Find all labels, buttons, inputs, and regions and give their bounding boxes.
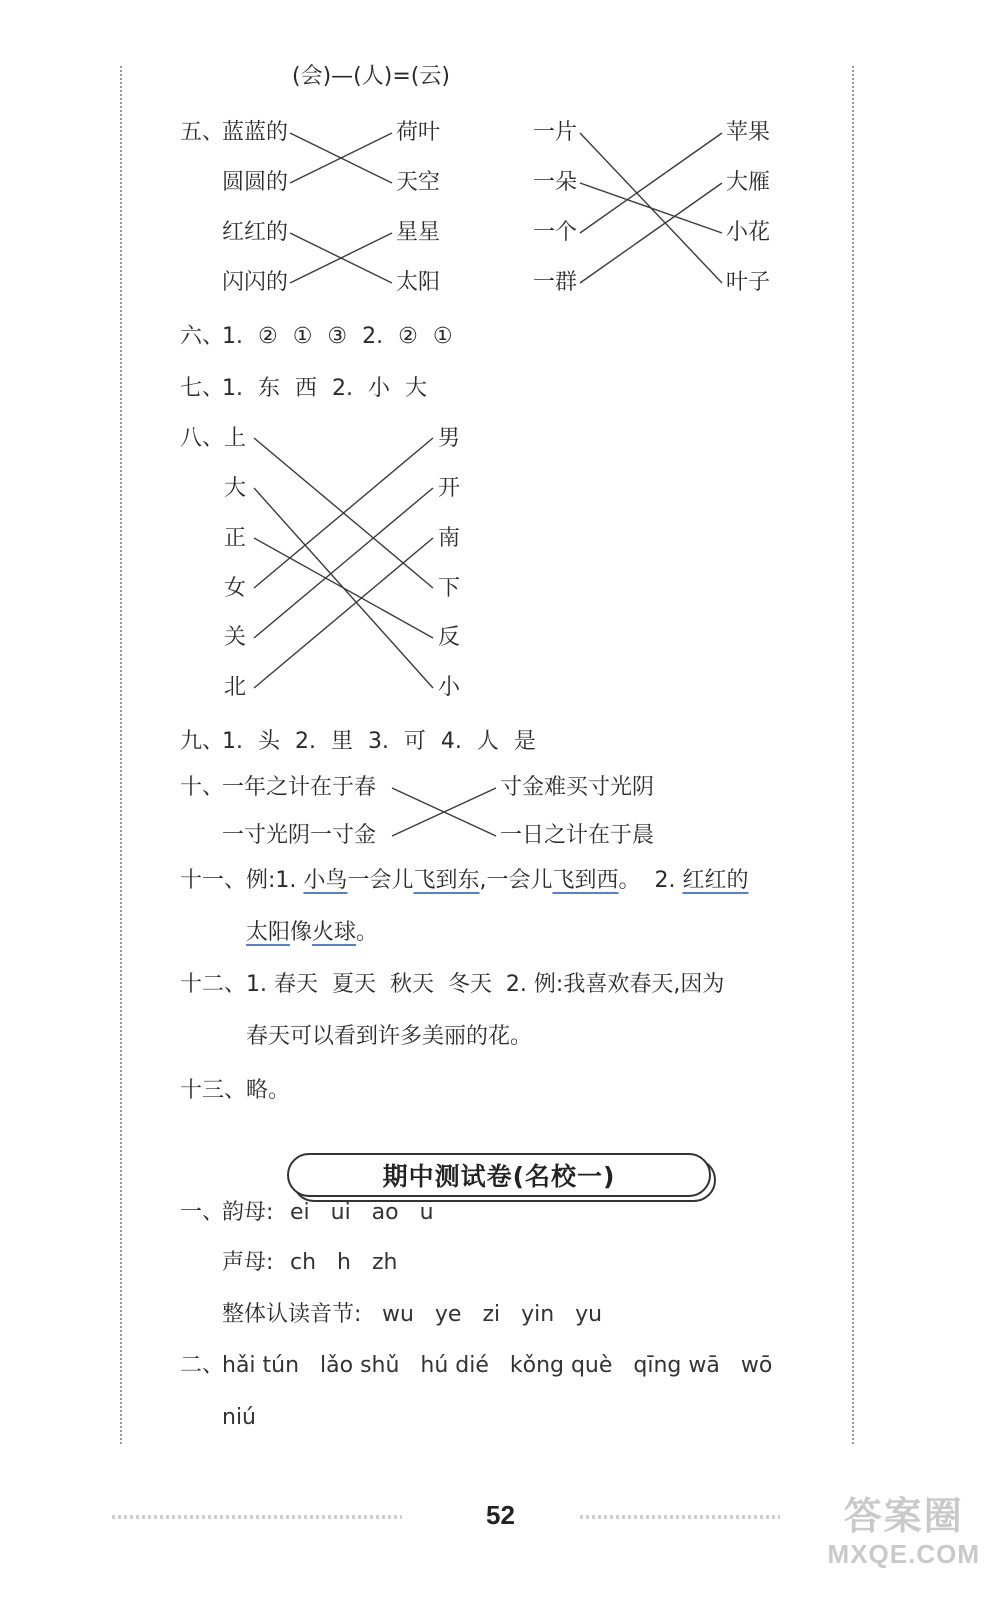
q5-right-a-2: 天空: [396, 170, 441, 195]
q5-left-b-4: 一群: [533, 270, 578, 295]
q11-adj: 红红的: [682, 868, 749, 893]
q5-left-a-3: 红红的: [222, 220, 289, 245]
s1-yunmu-label: 韵母:: [222, 1200, 274, 1225]
q11-label: 十一、: [180, 868, 247, 893]
s2-label: 二、: [180, 1353, 225, 1378]
s1-zhengti: wu ye zi yin yu: [382, 1302, 603, 1327]
page-number: 52: [486, 1500, 515, 1530]
q12-line2: 春天可以看到许多美丽的花。: [246, 1024, 533, 1049]
q5-right-b-4: 叶子: [726, 270, 771, 295]
q10-left-1: 一年之计在于春: [222, 775, 377, 800]
s2-pinyin-line1: hǎi tún lǎo shǔ hú dié kǒng què qīng wā wō: [222, 1353, 773, 1378]
footer-print-noise-right: [580, 1515, 780, 1519]
q8-label: 八、: [180, 426, 225, 451]
q5-right-b-1: 苹果: [726, 120, 771, 145]
q9-label: 九、: [180, 729, 225, 754]
footer-print-noise-left: [112, 1515, 402, 1519]
q8-line-close-open: [254, 488, 433, 638]
s2-pinyin-line2: niú: [222, 1405, 256, 1430]
q5-right-b-2: 大雁: [726, 170, 771, 195]
q13-answer: 略。: [246, 1078, 291, 1103]
q8-line-front-back: [254, 538, 433, 638]
q11-line2-end: 。: [356, 920, 379, 945]
q7-label: 七、: [180, 376, 225, 401]
watermark-line1: 答案圈: [843, 1496, 964, 1538]
q8-right-3: 南: [438, 526, 461, 551]
s1-shengmu: ch h zh: [290, 1250, 398, 1275]
q5-left-b-1: 一片: [533, 120, 578, 145]
q11-text-1: 一会儿: [347, 868, 414, 893]
watermark-logo: [828, 1495, 980, 1569]
q5-left-a-4: 闪闪的: [222, 270, 289, 295]
q10-right-1: 寸金难买寸光阴: [500, 775, 655, 800]
q11-line2-subject: 太阳: [246, 920, 291, 945]
q8-right-1: 男: [438, 426, 461, 451]
s1-yunmu: ei ui ao u: [290, 1200, 434, 1225]
s1-shengmu-label: 声母:: [222, 1250, 274, 1275]
q6-answer: 1. ② ① ③ 2. ② ①: [222, 324, 453, 349]
q8-right-6: 小: [438, 675, 461, 700]
s1-label: 一、: [180, 1200, 225, 1225]
q7-answer: 1. 东 西 2. 小 大: [222, 376, 427, 401]
top-equation: (会)—(人)=(云): [292, 64, 450, 89]
s1-zhengti-label: 整体认读音节:: [222, 1302, 362, 1327]
q8-right-4: 下: [438, 576, 461, 601]
q8-left-5: 关: [224, 625, 247, 650]
q12-line1: 1. 春天 夏天 秋天 冬天 2. 例:我喜欢春天,因为: [246, 972, 725, 997]
q11-text-2: ,一会儿: [479, 868, 553, 893]
q12-label: 十二、: [180, 972, 247, 997]
q5-right-a-1: 荷叶: [396, 120, 441, 145]
q5-right-a-3: 星星: [396, 220, 441, 245]
q13-label: 十三、: [180, 1078, 247, 1103]
q11-text-3: 。 2.: [618, 868, 683, 893]
q11-subject: 小鸟: [303, 868, 348, 893]
q5-left-b-3: 一个: [533, 220, 578, 245]
q11-action-2: 飞到西: [552, 868, 619, 893]
q8-line-north-south: [254, 538, 433, 688]
q5-right-b-3: 小花: [726, 220, 771, 245]
q5-left-b-2: 一朵: [533, 170, 578, 195]
q8-left-2: 大: [224, 476, 247, 501]
q8-right-2: 开: [438, 476, 461, 501]
watermark-line2: MXQE.COM: [827, 1539, 980, 1569]
q10-right-2: 一日之计在于晨: [500, 823, 655, 848]
q11-action-1: 飞到东: [413, 868, 480, 893]
q11-line2-verb: 像: [290, 920, 313, 945]
q5-line-geese: [580, 183, 722, 283]
q8-left-1: 上: [224, 426, 247, 451]
q5-label: 五、: [180, 120, 225, 145]
q8-right-5: 反: [438, 625, 461, 650]
q8-left-4: 女: [224, 576, 247, 601]
q10-label: 十、: [180, 775, 225, 800]
q9-answer: 1. 头 2. 里 3. 可 4. 人 是: [222, 729, 536, 754]
q11-line2-object: 火球: [312, 920, 357, 945]
q11-prefix: 例:1.: [246, 868, 304, 893]
q8-left-6: 北: [224, 675, 247, 700]
q5-line-apple: [580, 133, 722, 233]
q5-line-flower: [580, 183, 722, 233]
q6-label: 六、: [180, 324, 225, 349]
q5-left-a-2: 圆圆的: [222, 170, 289, 195]
q8-left-3: 正: [224, 526, 247, 551]
q5-left-a-1: 蓝蓝的: [222, 120, 289, 145]
q10-left-2: 一寸光阴一寸金: [222, 823, 377, 848]
q5-right-a-4: 太阳: [396, 270, 441, 295]
section-title: 期中测试卷(名校一): [287, 1153, 711, 1197]
